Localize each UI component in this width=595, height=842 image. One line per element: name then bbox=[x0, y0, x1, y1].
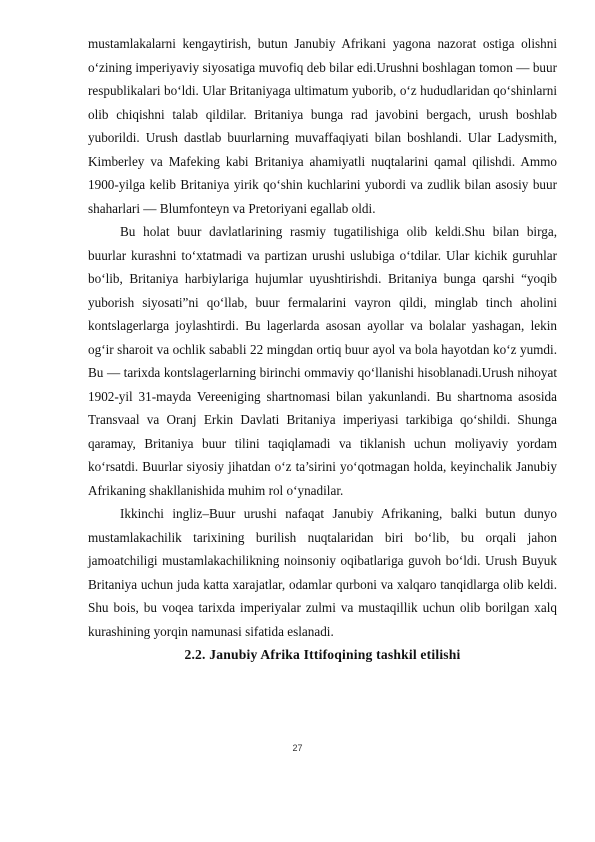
body-paragraph-3: Ikkinchi ingliz–Buur urushi nafaqat Janubiy Afrikaning, balki butun dunyo mustamlakachilik tarixining burilish nuqtalaridan biri bo‘lib, bu orqali jahon jamoatchiligi mustamlakachilikning noinsoniy oqibatlariga guvoh bo‘ldi. Urush Buyuk Britaniya uchun juda katta xarajatlar, odamlar qurboni va xalqaro tanqidlarga olib keldi. Shu bois, bu voqea tarixda imperiyalar zulmi va mustaqillik uchun olib borilgan xalq kurashining yorqin namunasi sifatida eslanadi. bbox=[88, 506, 557, 639]
page-number: 27 bbox=[292, 743, 303, 753]
body-paragraph-1: mustamlakalarni kengaytirish, butun Janubiy Afrikani yagona nazorat ostiga olishni o‘zining imperiyaviy siyosatiga muvofiq deb bilar edi.Urushni boshlagan tomon — buur respublikalari bo‘ldi. Ular Britaniyaga ultimatum yuborib, o‘z hududlaridan qo‘shinlarni olib chiqishni talab qildilar. Britaniya bunga rad javobini bergach, urush boshlab yuborildi. Urush dastlab buurlarning muvaffaqiyati bilan boshlandi. Ular Ladysmith, Kimberley va Mafeking kabi Britaniya ahamiyatli nuqtalarini qamal qilishdi. Ammo 1900-yilga kelib Britaniya yirik qo‘shin kuchlarini yubordi va zudlik bilan asosiy buur shaharlari — Blumfonteyn va Pretoriyani egallab oldi. bbox=[88, 36, 557, 216]
section-heading: 2.2. Janubiy Afrika Ittifoqining tashkil etilishi bbox=[184, 647, 461, 662]
document-page bbox=[88, 32, 557, 667]
body-paragraph-2: Bu holat buur davlatlarining rasmiy tugatilishiga olib keldi.Shu bilan birga, buurlar kurashni to‘xtatmadi va partizan urushi uslubiga o‘tdilar. Ular kichik guruhlar bo‘lib, Britaniya harbiylariga hujumlar uyushtirishdi. Britaniya bunga qarshi “yoqib yuborish siyosati”ni qo‘llab, buur fermalarini vayron qildi, minglab tinch aholini kontslagerlarga joylashtirdi. Bu lagerlarda asosan ayollar va bolalar yashagan, lekin og‘ir sharoit va ochlik sababli 22 mingdan ortiq buur ayol va bola hayotdan ko‘z yumdi. Bu — tarixda kontslagerlarning birinchi ommaviy qo‘llanishi hisoblanadi.Urush nihoyat 1902-yil 31-mayda Vereeniging shartnomasi bilan yakunlandi. Bu shartnoma asosida Transvaal va Oranj Erkin Davlati Britaniya imperiyasi tarkibiga qo‘shildi. Shunga qaramay, Britaniya buur tilini taqiqlamadi va tiklanish uchun moliyaviy yordam ko‘rsatdi. Buurlar siyosiy jihatdan o‘z ta’sirini yo‘qotmagan holda, keyinchalik Janubiy Afrikaning shakllanishida muhim rol o‘ynadilar. bbox=[88, 224, 557, 498]
